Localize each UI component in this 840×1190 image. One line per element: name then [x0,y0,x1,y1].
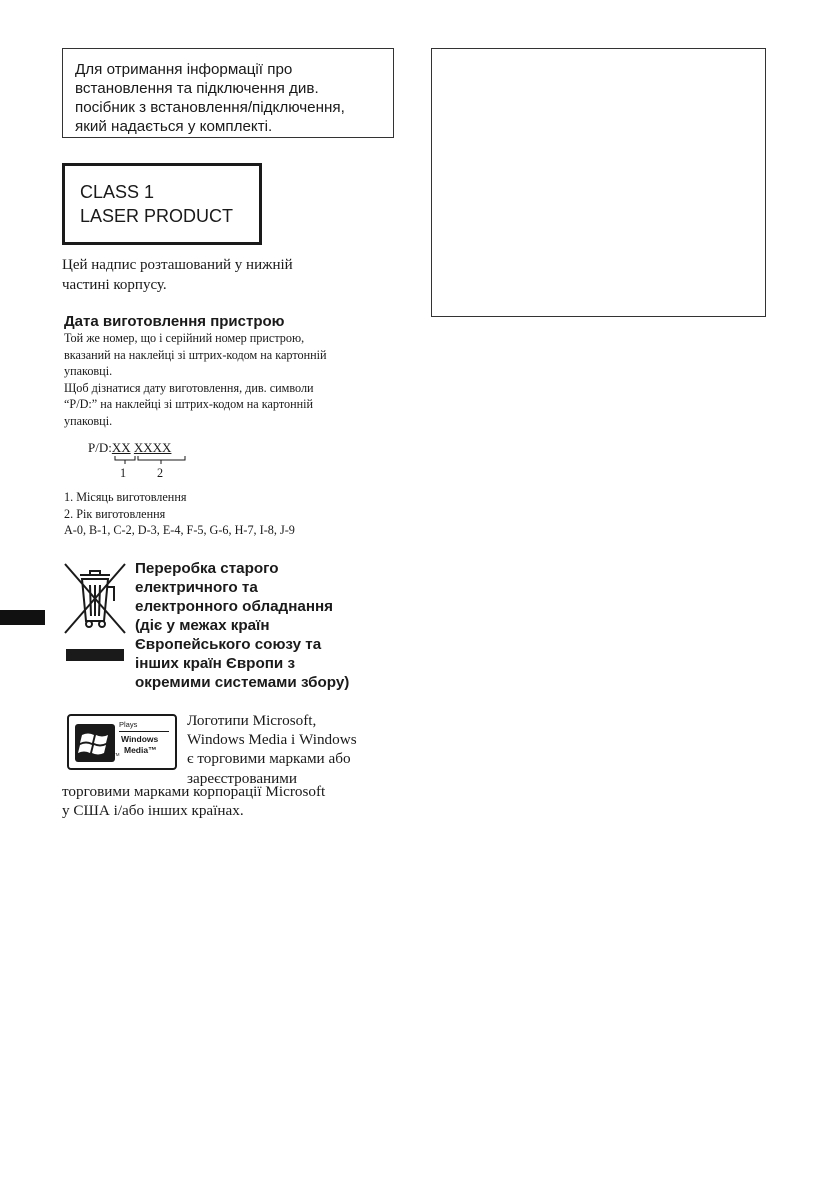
legend-line: 2. Рік виготовлення [64,506,166,521]
manufacture-date-title: Дата виготовлення пристрою [64,313,285,330]
pd-legend [64,489,295,539]
weee-line: окремими системами збору) [135,674,350,691]
pd-code [88,440,171,456]
weee-notice [135,559,349,692]
trademark-line: є торговими марками або [187,750,351,768]
date-line: упаковці. [64,364,113,379]
manufacture-date-text [64,330,327,430]
trademark-line: у США і/або інших країнах. [62,802,244,820]
legend-line: A-0, B-1, C-2, D-3, E-4, F-5, G-6, H-7, I-8, J-9 [64,523,295,538]
legend-line: 1. Місяць виготовлення [64,490,187,504]
info-line: посібник з встановлення/підключення, [75,99,345,116]
trademark-line: зареєстрованими [187,769,298,787]
date-line: Щоб дізнатися дату виготовлення, див. символи [64,380,314,395]
plays-windows-media-logo [67,714,177,770]
windows-flag-icon [75,724,115,762]
note-line: Цей надпис розташований у нижній [62,257,293,273]
pd-month-code: XX [111,440,131,455]
date-line: упаковці. [64,413,113,428]
pd-prefix: P/D: [88,440,112,455]
weee-line: Переробка старого [135,560,279,577]
pd-marker-2: 2 [157,466,164,480]
weee-line: електричного та [135,579,258,596]
weee-line: електронного обладнання [135,598,334,615]
date-line: Той же номер, що і серійний номер пристрою, [64,331,305,345]
laser-product-label [62,163,262,245]
date-line: вказаний на наклейці зі штрих-кодом на картонній [64,347,327,362]
empty-frame [431,48,766,317]
info-line: який надається у комплекті. [75,118,273,135]
date-line: “P/D:” на наклейці зі штрих-кодом на картонній [64,397,314,412]
logo-windows-text: Windows [121,734,159,744]
info-line: встановлення та підключення див. [75,80,319,97]
laser-product-text: LASER PRODUCT [80,206,234,226]
crossed-out-bin-icon [62,561,128,665]
info-line: Для отримання інформації про [75,61,293,78]
installation-info-box [62,48,394,138]
label-location-note [62,255,293,295]
logo-media-text: Media™ [124,745,157,755]
trademark-line: торговими марками корпорації Microsoft [62,783,326,800]
weee-line: Європейського союзу та [135,636,322,653]
pd-year-code: XXXX [133,440,172,455]
laser-class-text: CLASS 1 [80,182,155,202]
page-side-tab [0,610,45,625]
logo-plays-text: Plays [119,720,138,729]
trademark-line: Логотипи Microsoft, [187,712,317,729]
windows-media-trademark-short [187,711,357,788]
pd-marker-1: 1 [120,466,127,480]
logo-tm-text: TM [113,752,120,757]
trademark-line: Windows Media і Windows [187,731,357,749]
weee-line: (діє у межах країн [135,617,270,634]
logo-divider [119,731,169,732]
note-line: частині корпусу. [62,277,167,293]
windows-media-trademark-full [62,782,325,820]
weee-line: інших країн Європи з [135,655,296,672]
